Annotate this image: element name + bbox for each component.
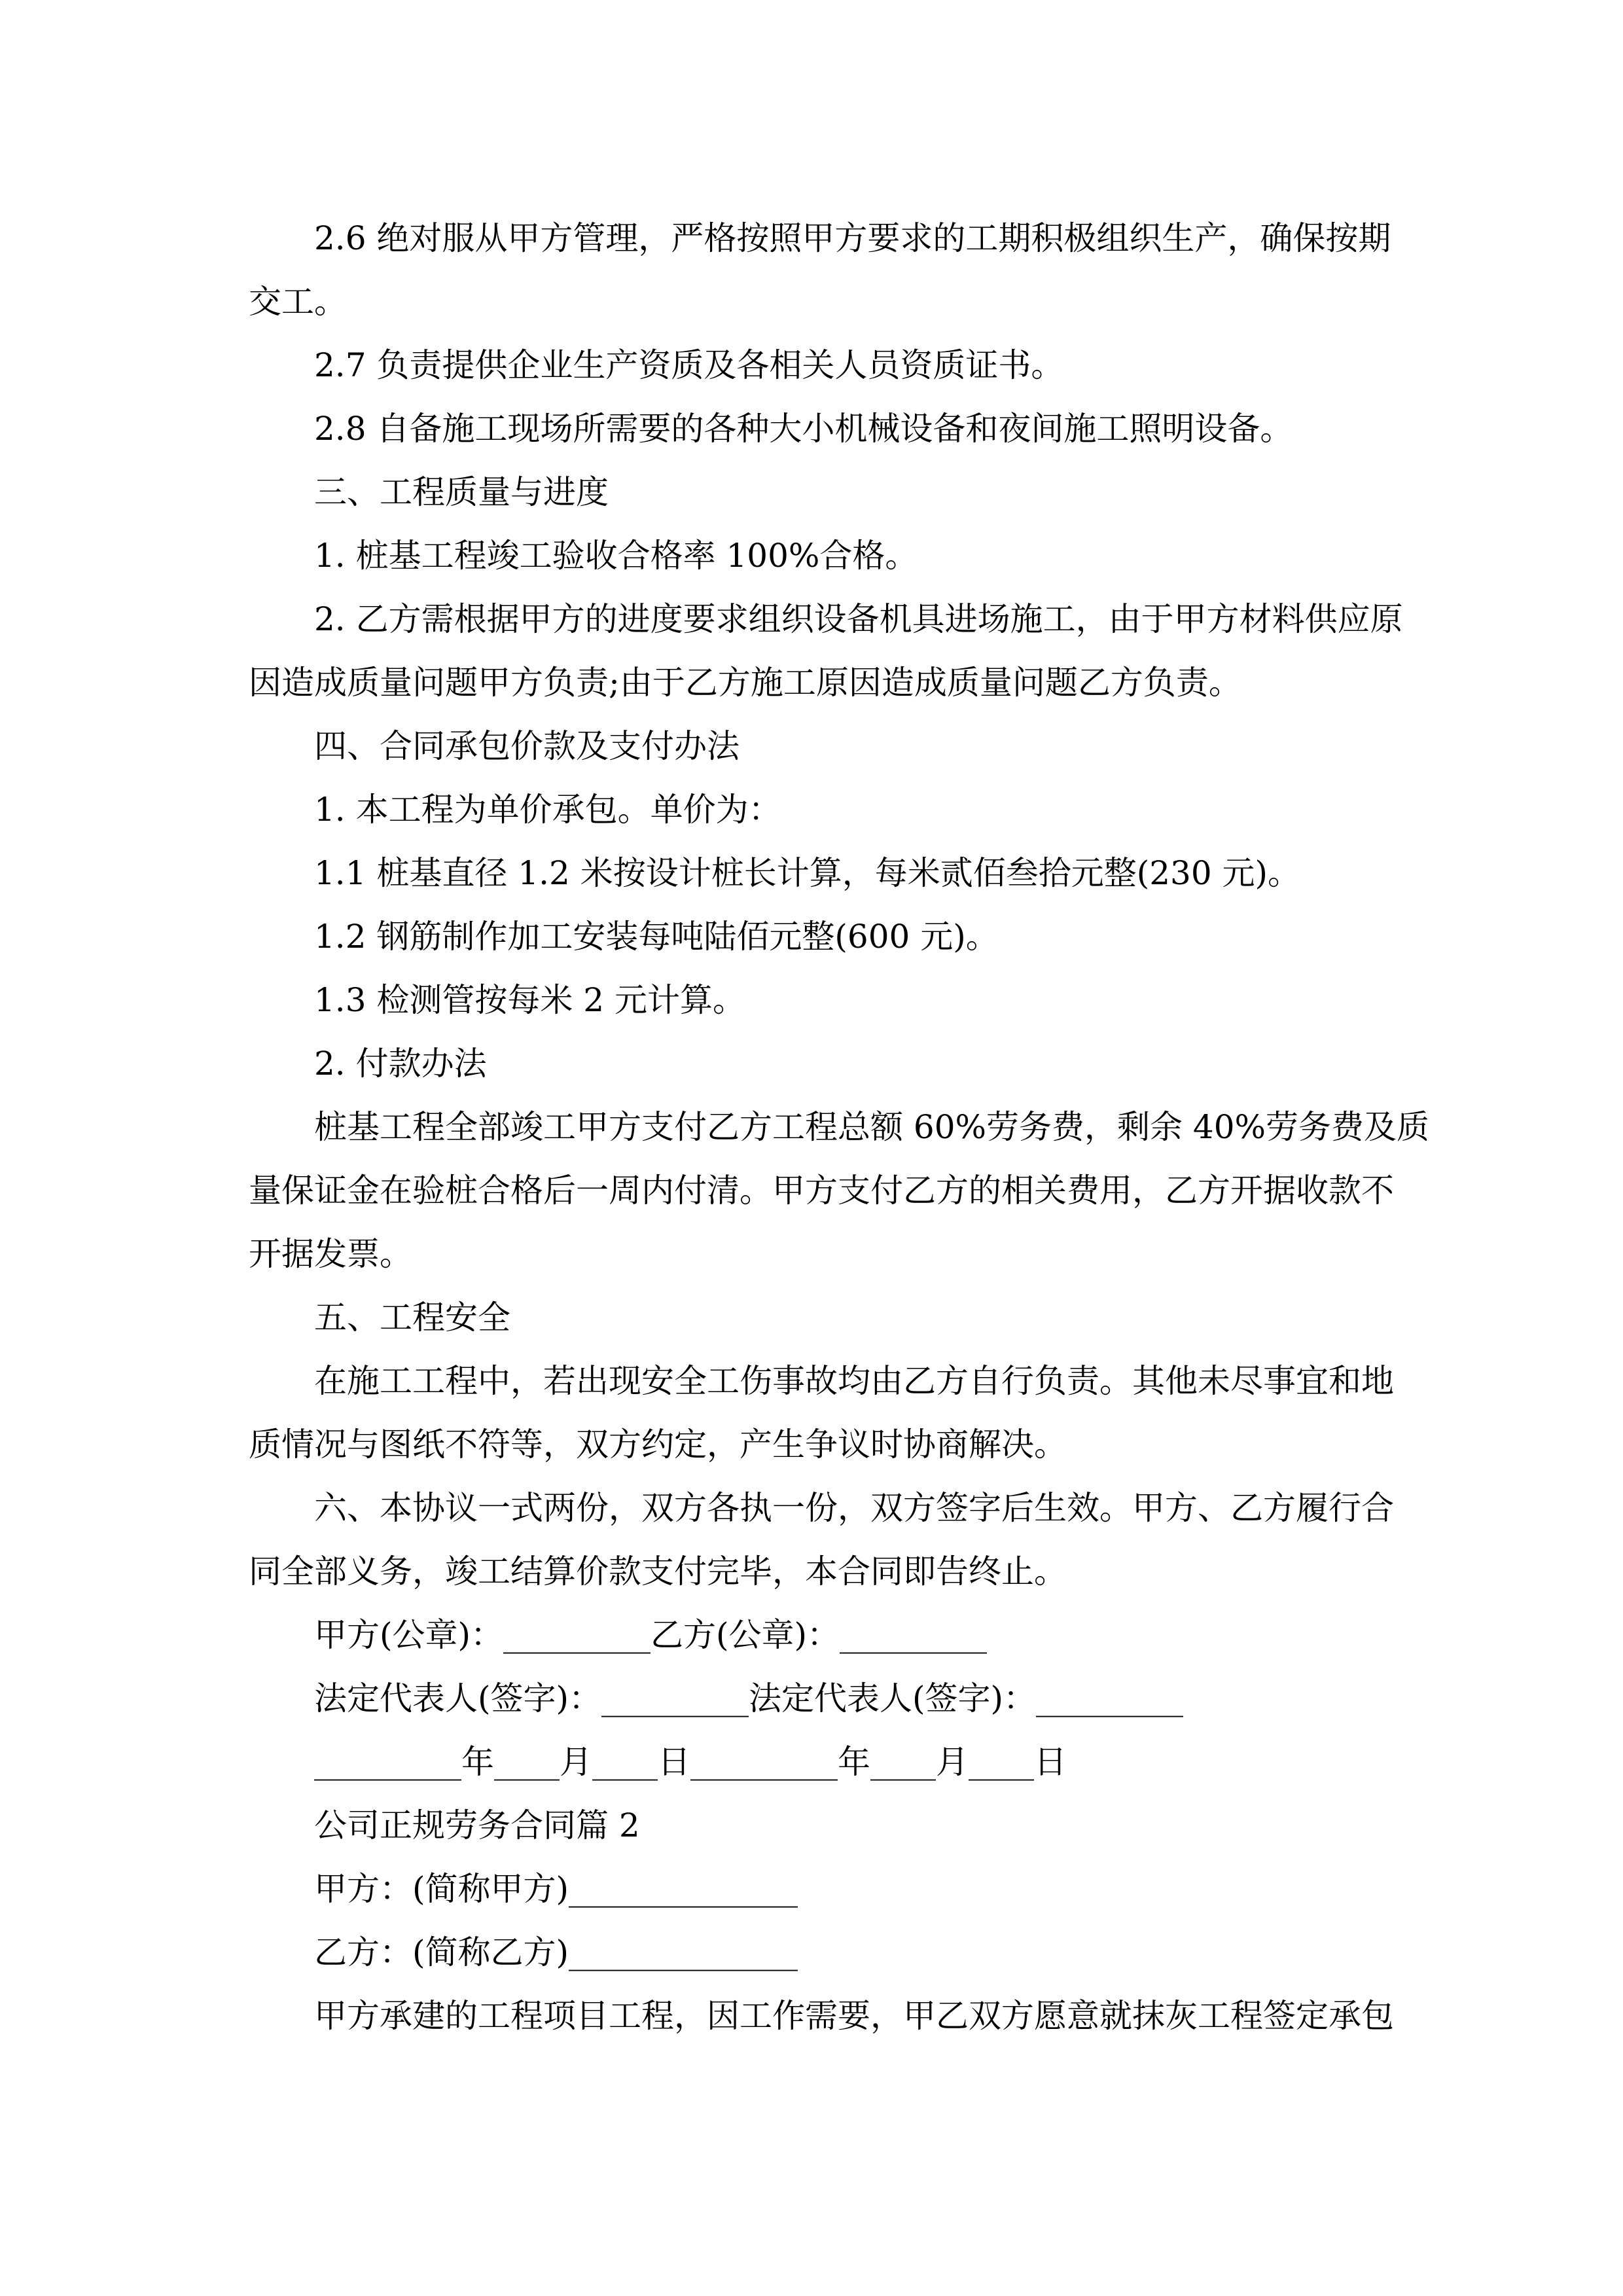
text-line: 2. 付款办法 [314,1045,487,1083]
text-line: 五、工程安全 [314,1299,510,1336]
text-line: 法定代表人(签字)：_________法定代表人(签字)：_________ [314,1679,1184,1717]
text-line: 2.8 自备施工现场所需要的各种大小机械设备和夜间施工照明设备。 [314,410,1293,448]
text-line: 1.1 桩基直径 1.2 米按设计桩长计算，每米贰佰叁拾元整(230 元)。 [314,854,1301,892]
text-line: 2.7 负责提供企业生产资质及各相关人员资质证书。 [314,346,1064,384]
text-line: 1. 本工程为单价承包。单价为： [314,791,781,829]
text-line: 甲方承建的工程项目工程，因工作需要，甲乙双方愿意就抹灰工程签定承包 [314,1997,1394,2035]
text-line: 量保证金在验桩合格后一周内付清。甲方支付乙方的相关费用，乙方开据收款不 [249,1172,1394,1210]
text-line: 四、合同承包价款及支付办法 [314,727,740,765]
text-line: 甲方：(简称甲方)______________ [314,1870,798,1908]
text-line: 交工。 [249,283,347,321]
text-line: 1.2 钢筋制作加工安装每吨陆佰元整(600 元)。 [314,918,999,956]
text-line: 质情况与图纸不符等，双方约定，产生争议时协商解决。 [249,1426,1067,1463]
text-line: 公司正规劳务合同篇 2 [314,1806,640,1844]
text-line: 同全部义务，竣工结算价款支付完毕，本合同即告终止。 [249,1552,1067,1590]
text-line: 2.6 绝对服从甲方管理，严格按照甲方要求的工期积极组织生产，确保按期 [314,219,1391,257]
text-line: 甲方(公章)：_________乙方(公章)：_________ [314,1616,988,1654]
text-line: _________年____月____日_________年____月____日 [314,1743,1067,1781]
text-line: 1. 桩基工程竣工验收合格率 100%合格。 [314,537,918,575]
text-line: 在施工工程中，若出现安全工伤事故均由乙方自行负责。其他未尽事宜和地 [314,1362,1394,1400]
text-line: 桩基工程全部竣工甲方支付乙方工程总额 60%劳务费，剩余 40%劳务费及质 [314,1108,1430,1146]
text-line: 六、本协议一式两份，双方各执一份，双方签字后生效。甲方、乙方履行合 [314,1489,1394,1527]
text-line: 乙方：(简称乙方)______________ [314,1933,798,1971]
text-line: 因造成质量问题甲方负责;由于乙方施工原因造成质量问题乙方负责。 [249,664,1241,702]
text-line: 开据发票。 [249,1235,412,1273]
text-line: 1.3 检测管按每米 2 元计算。 [314,981,746,1019]
text-line: 2. 乙方需根据甲方的进度要求组织设备机具进场施工，由于甲方材料供应原 [314,600,1403,638]
contract-text-block [249,207,1430,2048]
text-line: 三、工程质量与进度 [314,473,609,511]
